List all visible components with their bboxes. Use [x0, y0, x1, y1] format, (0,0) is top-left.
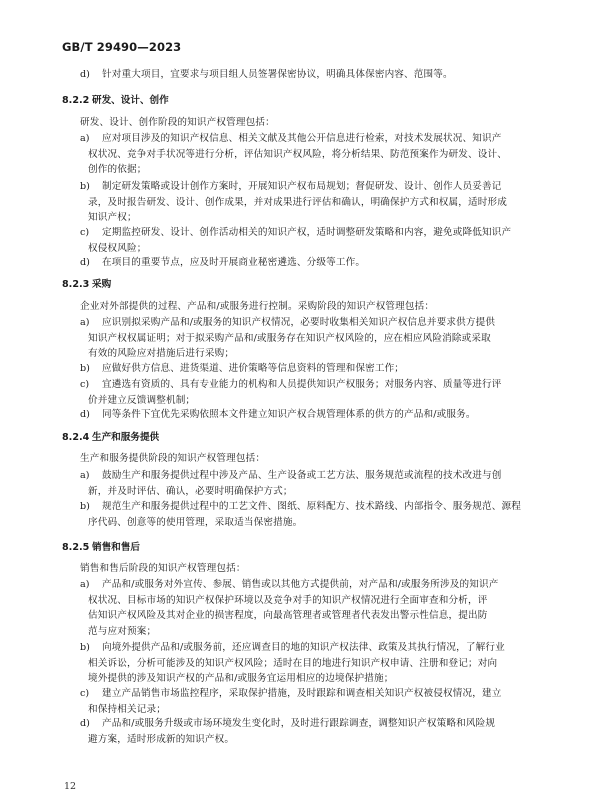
list-marker: d)	[80, 257, 90, 268]
section-title: 采购	[92, 279, 112, 290]
list-marker: c)	[80, 227, 90, 238]
intro-paragraph: 企业对外部提供的过程、产品和/或服务进行控制。采购阶段的知识产权管理包括：	[80, 301, 435, 312]
list-item-text: 序代码、创意等的使用管理，采取适当保密措施。	[88, 516, 303, 528]
list-item-text: 产品和/或服务对外宣传、参展、销售或以其他方式提供前，对产品和/或服务所涉及的知识产	[102, 579, 499, 590]
list-item-text: 知识产权；	[88, 212, 137, 223]
list-marker: b)	[80, 363, 90, 374]
list-item-text: 建立产品销售市场监控程序，采取保护措施，及时跟踪和调查相关知识产权被侵权情况，建立	[102, 688, 502, 699]
list-item-text: 同等条件下宜优先采购依照本文件建立知识产权合规管理体系的供方的产品和/或服务。	[102, 409, 476, 420]
list-item-text: 价并建立反馈调整机制；	[88, 394, 196, 406]
list-item-text: 避方案，适时形成新的知识产权。	[88, 733, 235, 745]
list-marker: c)	[80, 688, 90, 699]
list-item-text: 应对项目涉及的知识产权信息、相关文献及其他公开信息进行检索，对技术发展状况、知识产	[102, 133, 502, 144]
section-heading	[62, 542, 140, 554]
section-heading	[62, 432, 159, 444]
page-number: 12	[64, 781, 77, 792]
list-item-text: 范与应对预案；	[88, 625, 157, 637]
list-marker: a)	[80, 317, 90, 328]
list-item-text: 录，及时报告研发、设计、创作成果，并对成果进行评估和确认，明确保护方式和权属，适时形成	[88, 196, 507, 208]
list-marker: a)	[80, 470, 90, 481]
list-marker: c)	[80, 379, 90, 390]
section-number: 8.2.4	[62, 432, 90, 443]
list-item-text: 权状况、目标市场的知识产权保护环境以及竞争对手的知识产权情况进行全面审查和分析，评	[88, 594, 488, 606]
intro-paragraph: 生产和服务提供阶段的知识产权管理包括：	[80, 453, 266, 464]
list-marker: a)	[80, 579, 90, 590]
list-item-text: 创作的依据；	[88, 164, 147, 175]
list-item-text: 制定研发策略或设计创作方案时，开展知识产权布局规划；督促研发、设计、创作人员妥善记	[102, 181, 502, 192]
section-title: 研发、设计、创作	[92, 95, 169, 106]
list-item-text: 估知识产权风险及其对企业的损害程度，向最高管理者或管理者代表发出警示性信息，提出防	[88, 610, 488, 621]
standard-code-header: GB/T 29490—2023	[62, 40, 182, 54]
list-item-text: 相关诉讼，分析可能涉及的知识产权风险；适时在目的地进行知识产权申请、注册和登记；对向	[88, 657, 498, 669]
list-item-text: 在项目的重要节点，应及时开展商业秘密遴选、分级等工作。	[102, 257, 366, 268]
intro-paragraph: 销售和售后阶段的知识产权管理包括：	[80, 563, 246, 574]
section-heading	[62, 279, 111, 291]
list-item-text: 权状况、竞争对手状况等进行分析，评估知识产权风险，将分析结果、防范预案作为研发、设计、	[88, 148, 507, 160]
section-number: 8.2.3	[62, 279, 90, 290]
list-item-text: 应识别拟采购产品和/或服务的知识产权情况，必要时收集相关知识产权信息并要求供方提供	[102, 317, 496, 328]
list-item-text: 定期监控研发、设计、创作活动相关的知识产权，适时调整研发策略和内容，避免或降低知识产	[102, 227, 512, 238]
list-marker: d)	[80, 69, 90, 80]
section-title: 生产和服务提供	[92, 432, 160, 443]
list-item-text: 和保持相关记录；	[88, 703, 166, 715]
list-item-text: 境外提供的涉及知识产权的产品和/或服务宜运用相应的边境保护措施；	[88, 673, 394, 684]
intro-paragraph: 研发、设计、创作阶段的知识产权管理包括：	[80, 117, 275, 128]
list-item-text: 规范生产和服务提供过程中的工艺文件、图纸、原料配方、技术路线、内部指令、服务规范、源程	[102, 501, 521, 512]
list-marker: d)	[80, 409, 90, 420]
list-item-text: 知识产权权属证明；对于拟采购产品和/或服务存在知识产权风险的，应在相应风险消除或采取	[88, 332, 491, 344]
section-number: 8.2.5	[62, 542, 90, 553]
list-item-text: 有效的风险应对措施后进行采购；	[88, 348, 235, 359]
list-marker: b)	[80, 181, 90, 192]
list-item-text: 针对重大项目，宜要求与项目组人员签署保密协议，明确具体保密内容、范围等。	[102, 69, 453, 80]
list-marker: b)	[80, 642, 90, 653]
list-item-text: 鼓励生产和服务提供过程中涉及产品、生产设备或工艺方法、服务规范或流程的技术改进与创	[102, 470, 502, 481]
list-marker: b)	[80, 501, 90, 512]
list-item-text: 宜遴选有资质的、具有专业能力的机构和人员提供知识产权服务；对服务内容、质量等进行评	[102, 379, 502, 390]
list-marker: d)	[80, 718, 90, 729]
section-heading	[62, 95, 169, 107]
list-item-text: 应做好供方信息、进货渠道、进价策略等信息资料的管理和保密工作；	[102, 363, 405, 374]
list-marker: a)	[80, 133, 90, 144]
section-number: 8.2.2	[62, 95, 90, 106]
list-item-text: 新，并及时评估、确认，必要时明确保护方式；	[88, 485, 293, 497]
section-title: 销售和售后	[92, 542, 140, 553]
list-item-text: 向境外提供产品和/或服务前，还应调查目的地的知识产权法律、政策及其执行情况，了解行业	[102, 642, 505, 653]
list-item-text: 产品和/或服务升级或市场环境发生变化时，及时进行跟踪调查，调整知识产权策略和风险规	[102, 718, 496, 729]
list-item-text: 权侵权风险；	[88, 242, 147, 254]
